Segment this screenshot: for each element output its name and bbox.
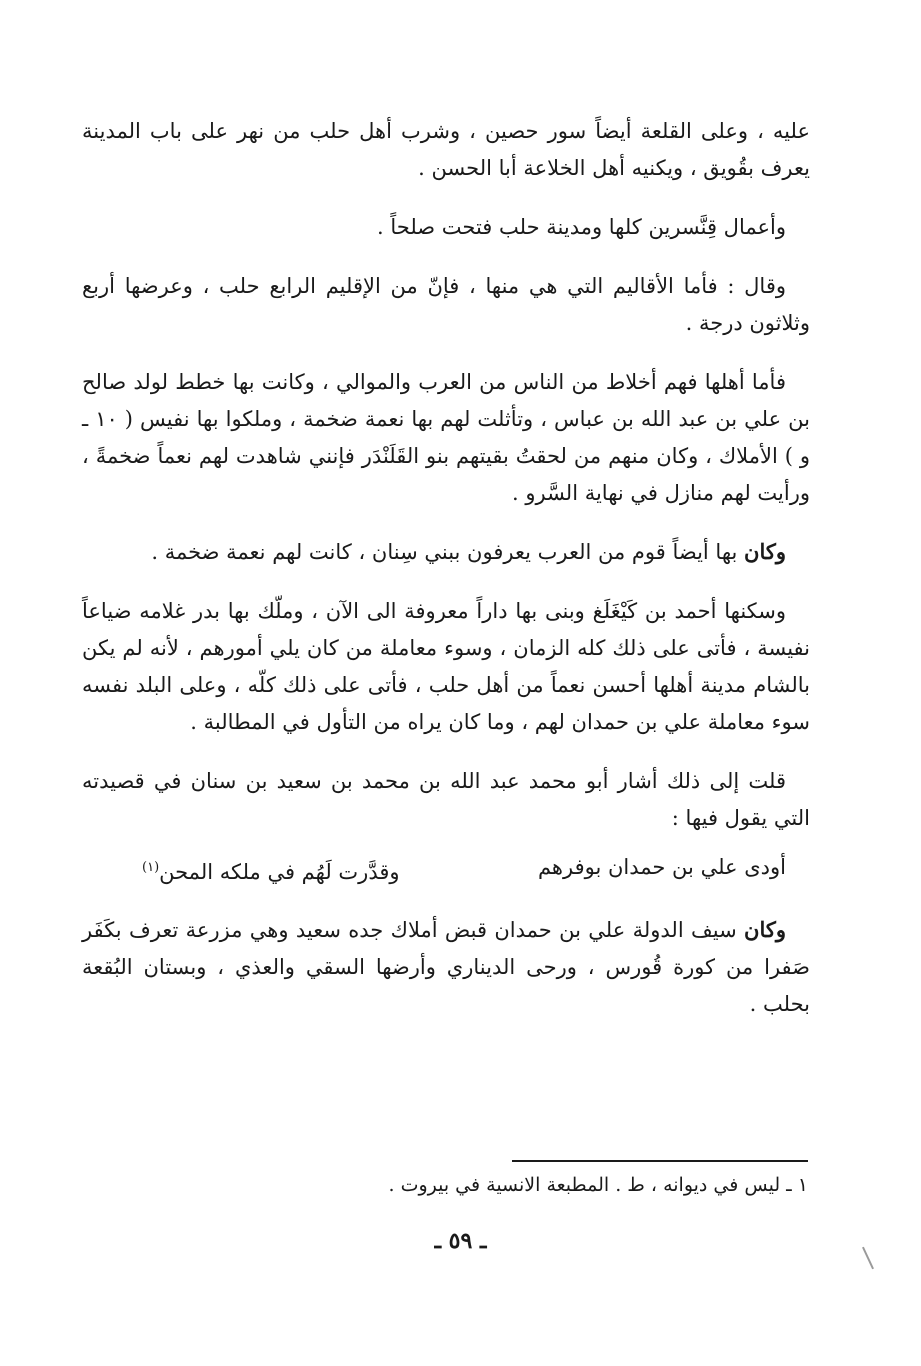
footnote: ١ ـ ليس في ديوانه ، ط . المطبعة الانسية في بيروت . bbox=[388, 1174, 808, 1196]
paragraph: وقال : فأما الأقاليم التي هي منها ، فإنّ من الإقليم الرابع حلب ، وعرضها أربع وثلاثون درجة . bbox=[82, 274, 810, 335]
paragraph: وأعمال قِنَّسرين كلها ومدينة حلب فتحت صلحاً . bbox=[377, 215, 786, 239]
paragraph: وكان سيف الدولة علي بن حمدان قبض أملاك جده سعيد وهي مزرعة تعرف بكَفَر صَفرا من كورة قُورس ، ورحى الديناري وأرضها السقي والعذي ، وبستان البُقعة بحلب . bbox=[82, 917, 810, 1016]
paragraph: وسكنها أحمد بن كَيْغَلَغ وبنى بها داراً معروفة الى الآن ، وملّك بها بدر غلامه ضياعاً نفيسة ، فأتى على ذلك كله الزمان ، وسوء معاملة من كان يلي أمورهم ، لأنه لم يكن بالشام مدينة أهلها أحسن نعماً من أهل حلب ، فأتى على ذلك كلّه ، وعلى البلد نفسه سوء معاملة علي بن حمدان لهم ، وما كان يراه من التأول في المطالبة . bbox=[82, 599, 810, 734]
footnote-divider bbox=[512, 1160, 808, 1162]
paragraph: عليه ، وعلى القلعة أيضاً سور حصين ، وشرب أهل حلب من نهر على باب المدينة يعرف بقُويق ، ويكنيه أهل الخلاعة أبا الحسن . bbox=[82, 119, 810, 180]
main-text bbox=[82, 112, 810, 1044]
paragraph: قلت إلى ذلك أشار أبو محمد عبد الله بن محمد بن سعيد بن سنان في قصيدته التي يقول فيها : bbox=[82, 769, 810, 830]
poem-verse bbox=[82, 849, 810, 891]
paragraph: فأما أهلها فهم أخلاط من الناس من العرب والموالي ، وكانت بها خطط لولد صالح بن علي بن عبد الله بن عباس ، وتأثلت لهم بها نعمة ضخمة ، وملكوا بها نفيس ( ١٠ ـ و ) الأملاك ، وكان منهم من لحقتُ بقيتهم بنو القَلَنْدَر فإنني شاهدت لهم نعماً ضخمةً ، ورأيت لهم منازل في نهاية السَّرو . bbox=[82, 370, 811, 505]
page-number: ـ ٥٩ ـ bbox=[434, 1228, 487, 1254]
verse-first-hemistich: أودى علي بن حمدان بوفرهم bbox=[537, 855, 786, 879]
paragraph: وكان بها أيضاً قوم من العرب يعرفون ببني سِنان ، كانت لهم نعمة ضخمة . bbox=[151, 539, 786, 564]
verse-second-hemistich: وقدَّرت لَهُم في ملكه المحن$^{(١)}$ bbox=[142, 860, 400, 884]
footnote-marker: (١) bbox=[142, 860, 160, 875]
